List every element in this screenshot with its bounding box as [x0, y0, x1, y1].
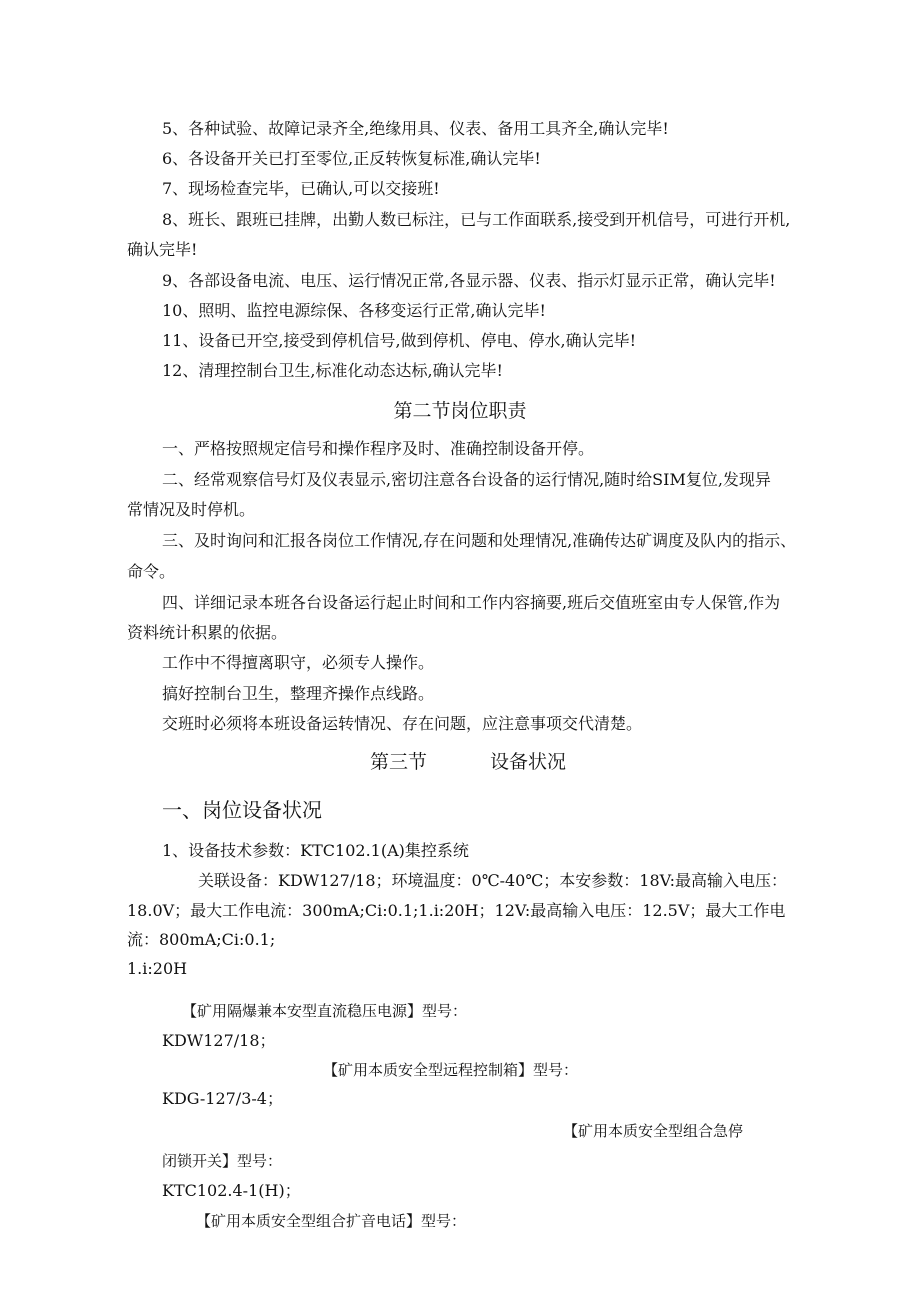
device-line: 【矿用本质安全型远程控制箱】型号： — [323, 1061, 579, 1079]
paragraph-line: 四、详细记录本班各台设备运行起止时间和工作内容摘要,班后交值班室由专人保管,作为 — [162, 593, 781, 612]
device-line: 闭锁开关】型号： — [162, 1152, 283, 1170]
device-model: KTC102.4-1(H)； — [162, 1181, 301, 1200]
paragraph-line: 交班时必须将本班设备运转情况、存在问题，应注意事项交代清楚。 — [162, 714, 643, 733]
device-line: 【矿用隔爆兼本安型直流稳压电源】型号： — [182, 1002, 468, 1020]
param-line: 1.i:20H — [127, 959, 188, 978]
paragraph-line: 工作中不得擅离职守，必须专人操作。 — [162, 653, 435, 672]
list-item: 6、各设备开关已打至零位,正反转恢复标准,确认完毕! — [162, 149, 541, 168]
device-line: 【矿用本质安全型组合急停 — [563, 1122, 744, 1140]
list-item: 12、清理控制台卫生,标准化动态达标,确认完毕! — [162, 361, 503, 380]
param-line: 流：800mA;Ci:0.1; — [127, 930, 276, 949]
paragraph-line: 二、经常观察信号灯及仪表显示,密切注意各台设备的运行情况,随时给SIM复位,发现异 — [162, 470, 771, 489]
section-title: 第二节岗位职责 — [393, 400, 527, 422]
list-item: 7、现场检查完毕，已确认,可以交接班! — [162, 179, 440, 198]
device-model: KDG-127/3-4； — [162, 1089, 283, 1108]
param-line: 关联设备：KDW127/18；环境温度：0℃-40℃；本安参数：18V:最高输入电压： — [198, 871, 787, 890]
param-line: 1、设备技术参数：KTC102.1(A)集控系统 — [162, 841, 469, 860]
list-item: 8、班长、跟班已挂牌，出勤人数已标注，已与工作面联系,接受到开机信号，可进行开机, — [162, 210, 791, 229]
list-item: 9、各部设备电流、电压、运行情况正常,各显示器、仪表、指示灯显示正常，确认完毕! — [162, 271, 776, 290]
paragraph-line: 资料统计积累的依据。 — [127, 623, 288, 642]
section-title-right: 设备状况 — [490, 751, 567, 773]
list-item: 10、照明、监控电源综保、各移变运行正常,确认完毕! — [162, 301, 546, 320]
device-line: 【矿用本质安全型组合扩音电话】型号： — [196, 1212, 467, 1230]
section-title-left: 第三节 — [370, 751, 428, 773]
paragraph-line: 三、及时询问和汇报各岗位工作情况,存在问题和处理情况,准确传达矿调度及队内的指示、 — [162, 531, 797, 550]
param-line: 18.0V；最大工作电流：300mA;Ci:0.1;1.i:20H；12V:最高输入电压：12.5V；最大工作电 — [127, 901, 786, 920]
subsection-title: 一、岗位设备状况 — [162, 798, 322, 822]
paragraph-line: 命令。 — [127, 562, 176, 581]
list-item: 11、设备已开空,接受到停机信号,做到停机、停电、停水,确认完毕! — [162, 331, 637, 350]
paragraph-line: 常情况及时停机。 — [127, 500, 256, 519]
paragraph-line: 搞好控制台卫生，整理齐操作点线路。 — [162, 684, 435, 703]
list-item-continued: 确认完毕! — [127, 240, 198, 259]
list-item: 5、各种试验、故障记录齐全,绝缘用具、仪表、备用工具齐全,确认完毕! — [162, 119, 669, 138]
paragraph-line: 一、严格按照规定信号和操作程序及时、准确控制设备开停。 — [162, 439, 595, 458]
device-model: KDW127/18； — [162, 1031, 276, 1050]
